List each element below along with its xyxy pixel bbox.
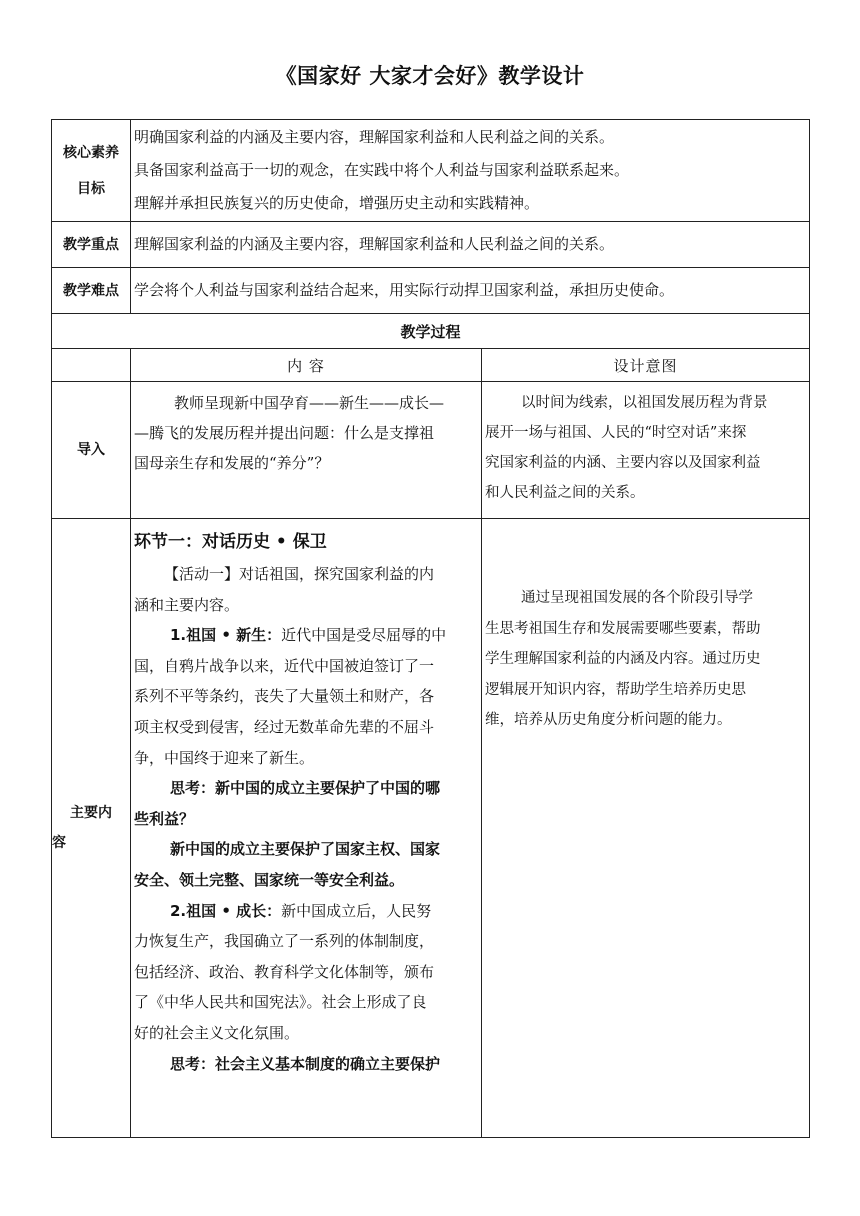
main-intent-line: 维，培养从历史角度分析问题的能力。: [485, 712, 732, 729]
intro-content-line: 教师呈现新中国孕育——新生——成长—: [174, 394, 445, 412]
difficulty-label: 教学难点: [52, 268, 131, 314]
goal-item: 明确国家利益的内涵及主要内容，理解国家利益和人民利益之间的关系。: [134, 128, 615, 146]
paragraph-1-line: 系列不平等条约，丧失了大量领土和财产，各: [134, 687, 435, 706]
intent-column-header: 设计意图: [482, 349, 810, 382]
main-intent: [482, 519, 810, 1138]
main-intent-line: 生思考祖国生存和发展需要哪些要素，帮助: [485, 620, 761, 637]
focus-text: [131, 222, 810, 268]
intro-content: [131, 382, 482, 519]
question-1-line: 些利益？: [134, 809, 195, 828]
focus-row: [52, 222, 810, 268]
goal-item: 具备国家利益高于一切的观念，在实践中将个人利益与国家利益联系起来。: [134, 161, 630, 179]
content-column-header: 内 容: [131, 349, 482, 382]
paragraph-1-line: 项主权受到侵害，经过无数革命先辈的不屈斗: [134, 717, 435, 736]
question-2-line: 思考：社会主义基本制度的确立主要保护: [170, 1054, 441, 1073]
paragraph-2-text: 新中国成立后，人民努: [281, 901, 432, 920]
main-label-cell: [52, 519, 131, 1138]
section-title: 环节一：对话历史 • 保卫: [134, 532, 327, 552]
difficulty-row: [52, 268, 810, 314]
document-title: 《国家好 大家才会好》教学设计: [275, 64, 585, 88]
answer-1-line: 安全、领土完整、国家统一等安全利益。: [134, 870, 405, 889]
paragraph-2-line: 了《中华人民共和国宪法》。社会上形成了良: [134, 993, 427, 1012]
intro-intent-line: 以时间为线索，以祖国发展历程为背景: [521, 395, 768, 411]
paragraph-2-heading: 2.祖国 • 成长：: [170, 901, 282, 920]
answer-1-line: 新中国的成立主要保护了国家主权、国家: [170, 840, 441, 859]
paragraph-1-line: 国，自鸦片战争以来，近代中国被迫签订了一: [134, 656, 435, 675]
intro-label: 导入: [52, 382, 131, 519]
goals-label-line-1: 核心素养: [63, 144, 119, 161]
paragraph-1-first-line: [134, 620, 479, 651]
intro-content-line: —腾飞的发展历程并提出问题：什么是支撑祖: [134, 424, 435, 442]
intro-intent-line: 究国家利益的内涵、主要内容以及国家利益: [485, 455, 761, 471]
main-row: [52, 519, 810, 1138]
lesson-plan-table: [51, 119, 810, 1138]
focus-text-line: 理解国家利益的内涵及主要内容，理解国家利益和人民利益之间的关系。: [134, 235, 615, 253]
main-intent-line: 逻辑展开知识内容，帮助学生培养历史思: [485, 681, 746, 698]
goals-row: [52, 120, 810, 222]
paragraph-2-line: 好的社会主义文化氛围。: [134, 1023, 300, 1042]
intro-intent-line: 和人民利益之间的关系。: [485, 485, 645, 501]
main-intent-line: 通过呈现祖国发展的各个阶段引导学: [521, 590, 753, 606]
empty-header-cell: [52, 349, 131, 382]
column-header-row: [52, 349, 810, 382]
activity-line: 涵和主要内容。: [134, 595, 240, 614]
difficulty-text-line: 学会将个人利益与国家利益结合起来，用实际行动捍卫国家利益，承担历史使命。: [134, 281, 675, 299]
intro-intent-line: 展开一场与祖国、人民的“时空对话”来探: [485, 425, 747, 441]
main-content: [131, 519, 482, 1138]
paragraph-2-line: 力恢复生产，我国确立了一系列的体制制度，: [134, 932, 435, 951]
process-heading: 教学过程: [52, 314, 810, 349]
paragraph-1-heading: 1.祖国 • 新生：: [170, 626, 282, 645]
goals-label-cell: [52, 120, 131, 222]
goal-item: 理解并承担民族复兴的历史使命，增强历史主动和实践精神。: [134, 194, 540, 212]
paragraph-2-first-line: [134, 896, 479, 927]
main-label-line-2: 容: [52, 835, 66, 851]
difficulty-text: [131, 268, 810, 314]
main-label-line-1: 主要内: [70, 805, 112, 821]
intro-row: [52, 382, 810, 519]
intro-content-line: 国母亲生存和发展的“养分”？: [134, 454, 330, 472]
paragraph-2-line: 包括经济、政治、教育科学文化体制等，颁布: [134, 962, 435, 981]
main-intent-line: 学生理解国家利益的内涵及内容。通过历史: [485, 651, 761, 668]
process-heading-row: [52, 314, 810, 349]
focus-label: 教学重点: [52, 222, 131, 268]
activity-line: 【活动一】对话祖国，探究国家利益的内: [164, 565, 435, 583]
goals-label-line-2: 目标: [77, 180, 105, 197]
goals-text-cell: [131, 120, 810, 222]
paragraph-1-text: 近代中国是受尽屈辱的中: [281, 626, 447, 645]
paragraph-1-line: 争，中国终于迎来了新生。: [134, 748, 315, 767]
question-1-line: 思考：新中国的成立主要保护了中国的哪: [170, 779, 441, 798]
intro-intent: [482, 382, 810, 519]
